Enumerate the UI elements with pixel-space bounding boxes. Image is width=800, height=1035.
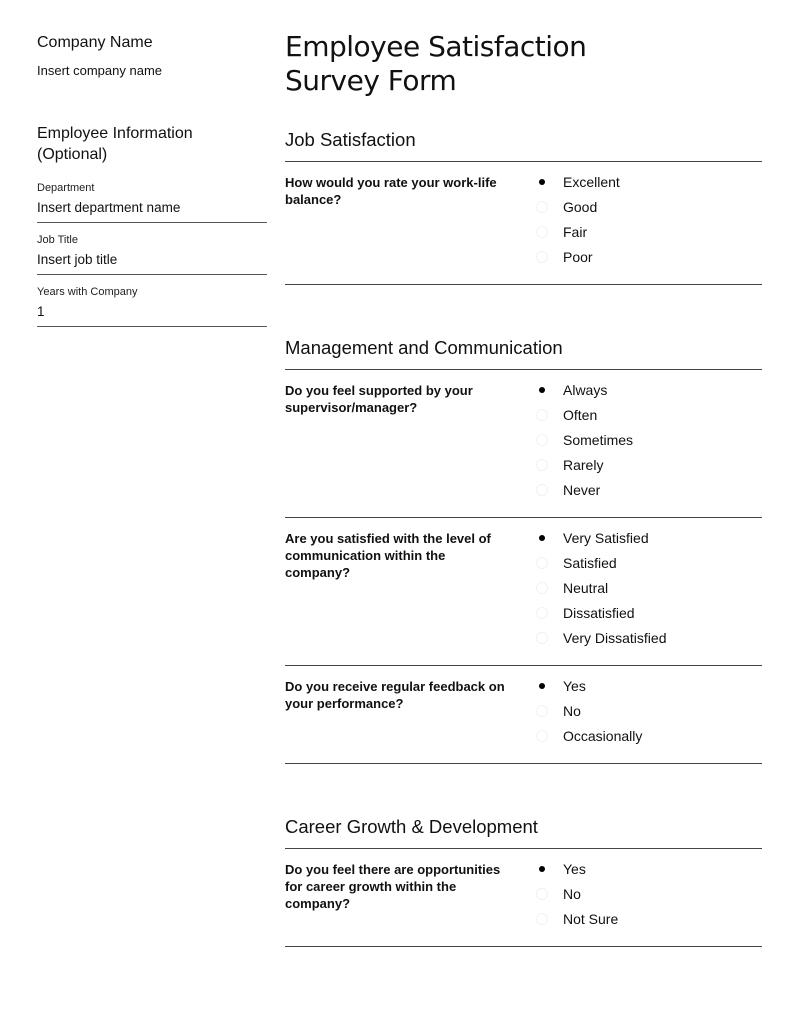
radio-group — [536, 377, 633, 502]
radio-option[interactable] — [536, 244, 620, 269]
field-input[interactable]: 1 — [37, 304, 45, 319]
option-label: Yes — [563, 860, 586, 877]
option-label: Very Satisfied — [563, 529, 649, 546]
radio-option[interactable] — [536, 169, 620, 194]
radio-icon[interactable] — [536, 632, 548, 644]
radio-group — [536, 525, 666, 650]
radio-option[interactable] — [536, 906, 618, 931]
radio-selected-icon[interactable] — [536, 384, 548, 396]
field-years-with-company — [37, 275, 267, 327]
radio-icon[interactable] — [536, 888, 548, 900]
field-label: Department — [37, 182, 95, 194]
section — [285, 815, 762, 947]
radio-option[interactable] — [536, 550, 666, 575]
radio-option[interactable] — [536, 402, 633, 427]
option-label: Very Dissatisfied — [563, 629, 667, 646]
option-label: Satisfied — [563, 554, 617, 571]
radio-icon[interactable] — [536, 226, 548, 238]
radio-option[interactable] — [536, 575, 666, 600]
radio-option[interactable] — [536, 723, 642, 748]
option-label: No — [563, 885, 581, 902]
option-label: Sometimes — [563, 431, 634, 448]
radio-option[interactable] — [536, 856, 618, 881]
company-name-input[interactable]: Insert company name — [37, 63, 163, 78]
radio-icon[interactable] — [536, 913, 548, 925]
radio-icon[interactable] — [536, 557, 548, 569]
radio-option[interactable] — [536, 698, 642, 723]
radio-icon[interactable] — [536, 251, 548, 263]
radio-icon[interactable] — [536, 582, 548, 594]
radio-icon[interactable] — [536, 705, 548, 717]
option-label: Dissatisfied — [563, 604, 635, 621]
radio-icon[interactable] — [536, 730, 548, 742]
radio-group — [536, 169, 620, 269]
option-label: Occasionally — [563, 727, 643, 744]
question-text: Do you feel supported by your supervisor/manager? — [285, 383, 473, 415]
employee-info-heading: Employee Information (Optional) — [37, 125, 193, 163]
radio-option[interactable] — [536, 525, 666, 550]
radio-group — [536, 856, 618, 931]
radio-icon[interactable] — [536, 459, 548, 471]
option-label: Not Sure — [563, 910, 619, 927]
section-title: Job Satisfaction — [285, 128, 762, 162]
question-row — [285, 518, 762, 666]
field-input[interactable]: Insert department name — [37, 200, 181, 215]
radio-icon[interactable] — [536, 484, 548, 496]
survey-main — [285, 30, 762, 947]
question-text: Are you satisfied with the level of communication within the company? — [285, 531, 491, 580]
option-label: No — [563, 702, 581, 719]
radio-option[interactable] — [536, 427, 633, 452]
radio-group — [536, 673, 642, 748]
radio-icon[interactable] — [536, 201, 548, 213]
company-name-label: Company Name — [37, 34, 153, 51]
option-label: Often — [563, 406, 598, 423]
question-text: How would you rate your work-life balance? — [285, 175, 497, 207]
radio-option[interactable] — [536, 219, 620, 244]
field-label: Job Title — [37, 234, 78, 246]
option-label: Never — [563, 481, 601, 498]
question-row — [285, 666, 762, 764]
radio-option[interactable] — [536, 194, 620, 219]
field-job-title — [37, 223, 267, 275]
section-title: Career Growth & Development — [285, 815, 762, 849]
section — [285, 336, 762, 764]
radio-option[interactable] — [536, 881, 618, 906]
radio-selected-icon[interactable] — [536, 680, 548, 692]
radio-selected-icon[interactable] — [536, 863, 548, 875]
radio-icon[interactable] — [536, 607, 548, 619]
option-label: Excellent — [563, 173, 620, 190]
radio-option[interactable] — [536, 600, 666, 625]
radio-option[interactable] — [536, 452, 633, 477]
radio-icon[interactable] — [536, 434, 548, 446]
option-label: Rarely — [563, 456, 604, 473]
radio-icon[interactable] — [536, 409, 548, 421]
question-text: Do you feel there are opportunities for career growth within the company? — [285, 862, 501, 911]
option-label: Always — [563, 381, 608, 398]
radio-option[interactable] — [536, 377, 633, 402]
option-label: Good — [563, 198, 598, 215]
radio-option[interactable] — [536, 673, 642, 698]
sidebar — [37, 32, 267, 327]
radio-option[interactable] — [536, 625, 666, 650]
question-row — [285, 849, 762, 947]
question-row — [285, 370, 762, 518]
radio-selected-icon[interactable] — [536, 532, 548, 544]
option-label: Yes — [563, 677, 586, 694]
option-label: Neutral — [563, 579, 609, 596]
radio-option[interactable] — [536, 477, 633, 502]
field-department — [37, 171, 267, 223]
question-row — [285, 162, 762, 285]
field-label: Years with Company — [37, 286, 138, 298]
field-input[interactable]: Insert job title — [37, 252, 118, 267]
section-title: Management and Communication — [285, 336, 762, 370]
option-label: Poor — [563, 248, 593, 265]
section — [285, 128, 762, 285]
page-title: Employee Satisfaction Survey Form — [285, 30, 587, 97]
option-label: Fair — [563, 223, 588, 240]
question-text: Do you receive regular feedback on your performance? — [285, 679, 505, 711]
radio-selected-icon[interactable] — [536, 176, 548, 188]
